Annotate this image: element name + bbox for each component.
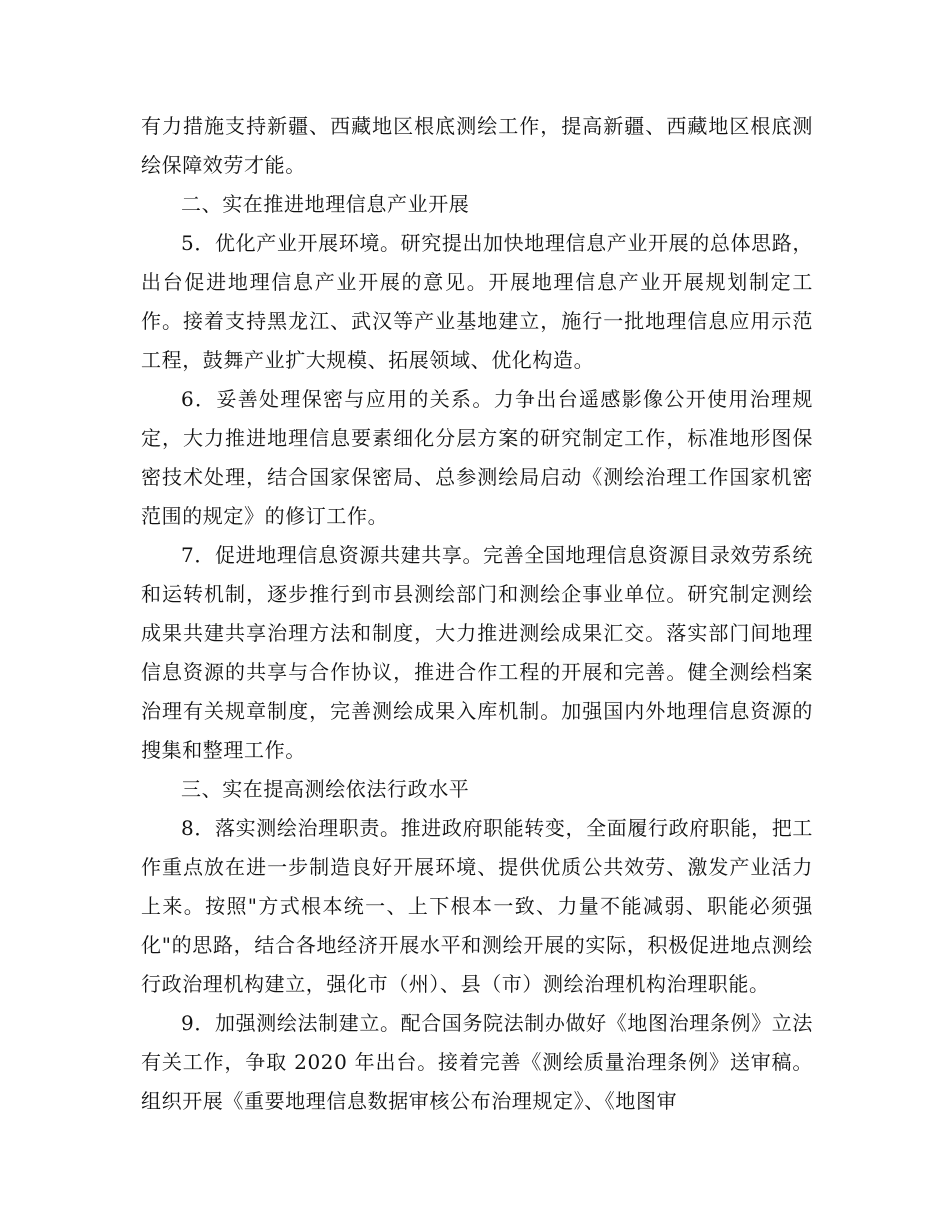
document-body	[141, 107, 813, 1121]
section-heading-3: 三、实在提高测绘依法行政水平	[181, 777, 470, 801]
paragraph-item-5: 5．优化产业开展环境。研究提出加快地理信息产业开展的总体思路，出台促进地理信息产业开展的意见。开展地理信息产业开展规划制定工作。接着支持黑龙江、武汉等产业基地建立，施行一批地理信息应用示范工程，鼓舞产业扩大规模、拓展领域、优化构造。	[141, 231, 813, 372]
paragraph-continuation: 有力措施支持新疆、西藏地区根底测绘工作，提高新疆、西藏地区根底测绘保障效劳才能。	[141, 114, 813, 177]
section-heading-2: 二、实在推进地理信息产业开展	[181, 192, 470, 216]
paragraph-item-9: 9．加强测绘法制建立。配合国务院法制办做好《地图治理条例》立法有关工作，争取 2020 年出台。接着完善《测绘质量治理条例》送审稿。组织开展《重要地理信息数据审核公布治理规定》、《地图审	[141, 1011, 813, 1113]
paragraph-item-8: 8．落实测绘治理职责。推进政府职能转变，全面履行政府职能，把工作重点放在进一步制造良好开展环境、提供优质公共效劳、激发产业活力上来。按照"方式根本统一、上下根本一致、力量不能减弱、职能必须强化"的思路，结合各地经济开展水平和测绘开展的实际，积极促进地点测绘行政治理机构建立，强化市（州）、县（市）测绘治理机构治理职能。	[141, 816, 813, 996]
paragraph-item-7: 7．促进地理信息资源共建共享。完善全国地理信息资源目录效劳系统和运转机制，逐步推行到市县测绘部门和测绘企事业单位。研究制定测绘成果共建共享治理方法和制度，大力推进测绘成果汇交。落实部门间地理信息资源的共享与合作协议，推进合作工程的开展和完善。健全测绘档案治理有关规章制度，完善测绘成果入库机制。加强国内外地理信息资源的搜集和整理工作。	[141, 543, 813, 762]
paragraph-item-6: 6．妥善处理保密与应用的关系。力争出台遥感影像公开使用治理规定，大力推进地理信息要素细化分层方案的研究制定工作，标准地形图保密技术处理，结合国家保密局、总参测绘局启动《测绘治理工作国家机密范围的规定》的修订工作。	[141, 387, 813, 528]
